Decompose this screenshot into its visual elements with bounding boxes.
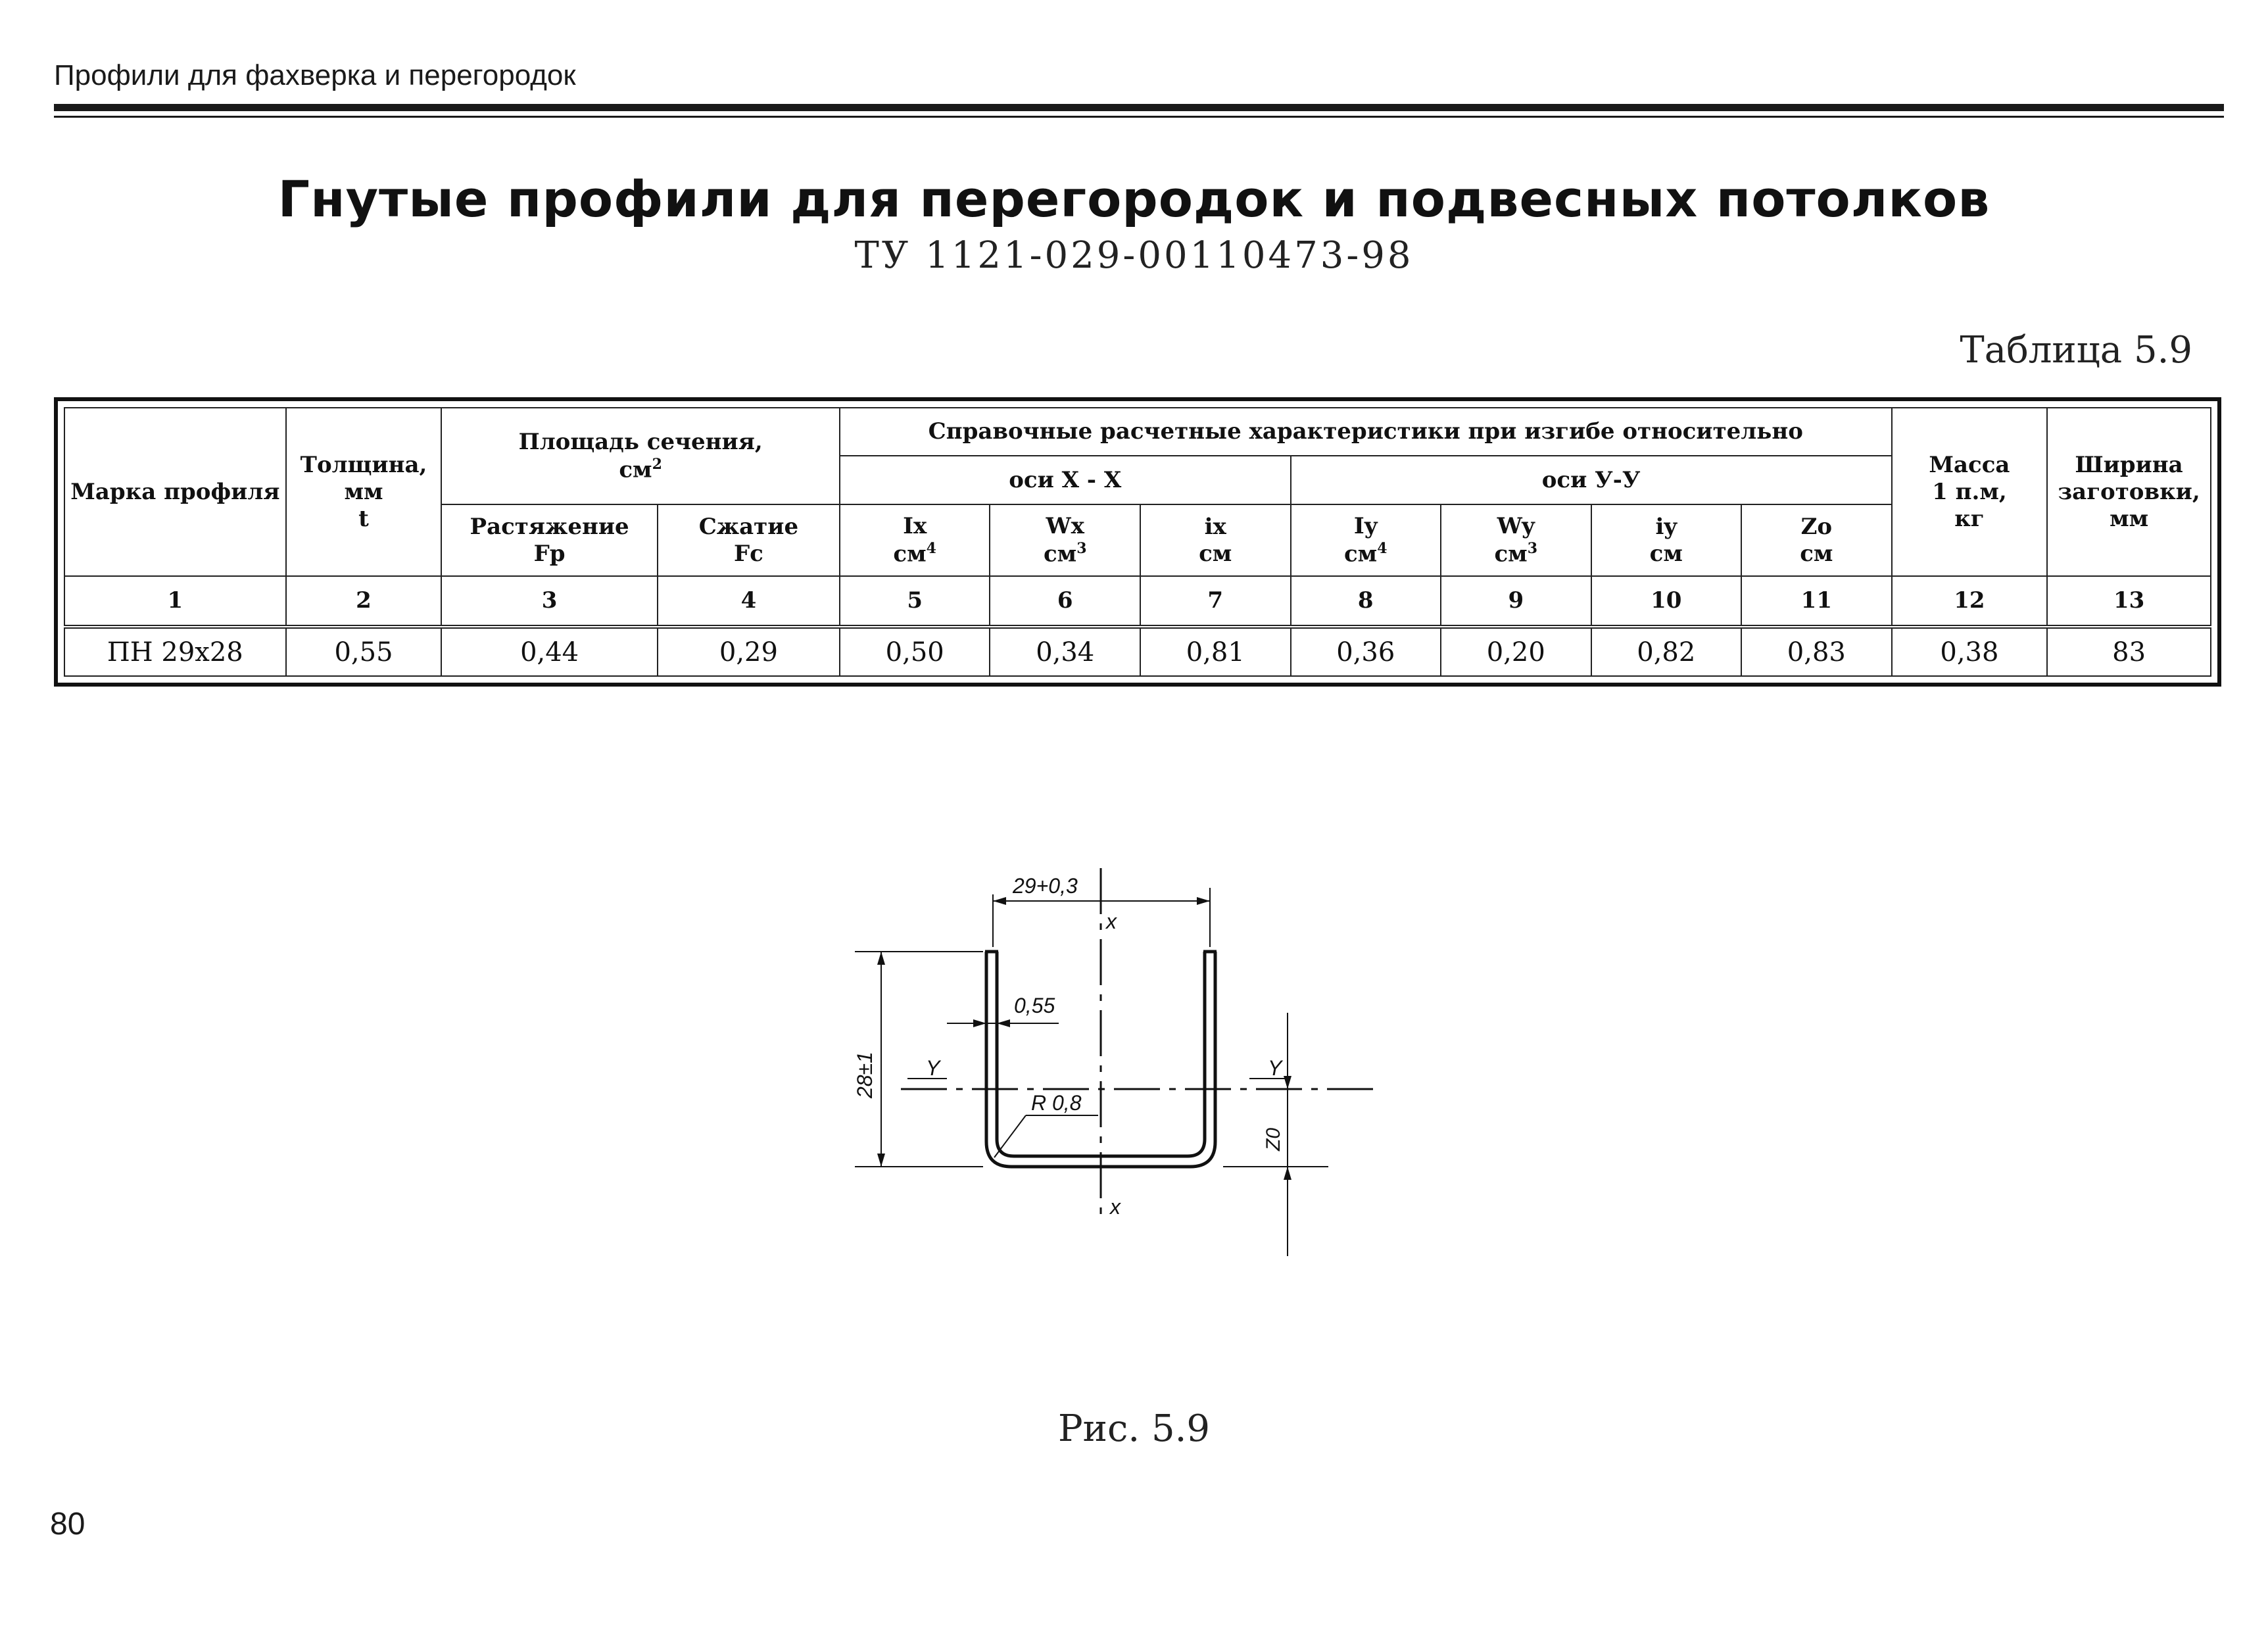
dim-width-label: 29+0,3 (1013, 874, 1078, 898)
header-ix-small-unit: см (1199, 540, 1232, 567)
column-number: 8 (1291, 576, 1441, 627)
column-number: 7 (1140, 576, 1291, 627)
column-number: 9 (1441, 576, 1591, 627)
dim-z0-label: Z0 (1263, 1127, 1284, 1151)
axis-x-label-top: x (1106, 910, 1117, 933)
header-iy-small-symbol: iy (1655, 514, 1677, 541)
dim-height-arrow-bottom (877, 1154, 885, 1167)
cell-mass: 0,38 (1892, 627, 2048, 676)
cell-zo: 0,83 (1741, 627, 1892, 676)
header-ix-big (840, 504, 990, 576)
header-ix-big-unit: см (893, 541, 927, 568)
spec-table-frame (54, 397, 2221, 687)
header-iy-big-exp: 4 (1377, 540, 1387, 558)
header-wy-symbol: Wy (1497, 513, 1535, 540)
header-wx (990, 504, 1140, 576)
header-wx-symbol: Wx (1046, 513, 1084, 540)
dim-height-label: 28±1 (853, 1052, 877, 1098)
axis-y-label-right: Y (1268, 1056, 1282, 1080)
figure-caption: Рис. 5.9 (1057, 1407, 1211, 1450)
cell-ix-small: 0,81 (1140, 627, 1291, 676)
page-title: Гнутые профили для перегородок и подвесных потолков (277, 170, 1991, 228)
spec-table (64, 407, 2211, 677)
column-number: 6 (990, 576, 1140, 627)
header-wy-unit: см (1494, 541, 1528, 568)
header-ix-small (1140, 504, 1291, 576)
header-thickness-label: Толщина, (300, 452, 427, 479)
header-tension (441, 504, 658, 576)
dim-radius-label: R 0,8 (1031, 1091, 1082, 1115)
header-zo-unit: см (1800, 540, 1833, 567)
cell-ix-big: 0,50 (840, 627, 990, 676)
dim-width-arrow-right (1197, 897, 1210, 905)
cell-wx: 0,34 (990, 627, 1140, 676)
axis-y-label-left: Y (926, 1056, 940, 1080)
header-wy (1441, 504, 1591, 576)
header-tension-symbol: Fp (533, 540, 566, 567)
header-iy-big-symbol: Iy (1353, 513, 1378, 540)
running-header: Профили для фахверка и перегородок (54, 59, 576, 91)
standard-code: ТУ 1121-029-00110473-98 (854, 234, 1414, 277)
header-tension-label: Растяжение (470, 514, 629, 541)
header-area (441, 408, 840, 504)
dim-thickness-arrow-right (997, 1019, 1010, 1027)
cell-width: 83 (2047, 627, 2211, 676)
cell-iy-big: 0,36 (1291, 627, 1441, 676)
column-number: 4 (658, 576, 840, 627)
header-rule-thick (54, 104, 2224, 111)
header-area-unit: см (619, 456, 652, 483)
header-zo-symbol: Zo (1800, 514, 1833, 541)
header-mark: Марка профиля (64, 408, 286, 576)
dim-thickness-label: 0,55 (1014, 994, 1055, 1017)
header-wx-exp: 3 (1076, 540, 1087, 558)
header-axis-y: оси У-У (1291, 456, 1892, 505)
profile-drawing (815, 855, 1407, 1282)
column-number: 3 (441, 576, 658, 627)
dim-radius-leader (994, 1115, 1026, 1157)
header-area-label: Площадь сечения, (518, 429, 763, 456)
header-iy-small (1591, 504, 1742, 576)
header-wx-unit: см (1043, 541, 1077, 568)
column-number: 13 (2047, 576, 2211, 627)
column-number: 2 (286, 576, 442, 627)
header-compression-label: Сжатие (698, 514, 799, 541)
header-wy-exp: 3 (1527, 540, 1538, 558)
header-thickness-symbol: t (358, 505, 369, 532)
dim-width-arrow-left (993, 897, 1006, 905)
column-number: 10 (1591, 576, 1742, 627)
cell-mark: ПН 29х28 (64, 627, 286, 676)
dim-height-arrow-top (877, 952, 885, 965)
axis-x-label-bottom: x (1110, 1195, 1121, 1219)
table-label: Таблица 5.9 (1960, 329, 2192, 372)
header-iy-big (1291, 504, 1441, 576)
header-thickness (286, 408, 442, 576)
header-bending: Справочные расчетные характеристики при изгибе относительно (840, 408, 1892, 456)
dim-thickness-arrow-left (973, 1019, 986, 1027)
column-number: 12 (1892, 576, 2048, 627)
header-mass (1892, 408, 2048, 576)
header-mass-label: Масса (1929, 452, 2010, 479)
header-rule-thin (54, 116, 2224, 118)
cell-iy-small: 0,82 (1591, 627, 1742, 676)
header-zo (1741, 504, 1892, 576)
header-ix-big-symbol: Ix (903, 513, 927, 540)
column-number: 5 (840, 576, 990, 627)
header-ix-big-exp: 4 (926, 540, 936, 558)
page-number: 80 (50, 1507, 85, 1542)
cell-thickness: 0,55 (286, 627, 442, 676)
header-iy-big-unit: см (1343, 541, 1378, 568)
table-row (64, 627, 2211, 676)
header-compression-symbol: Fc (734, 540, 763, 567)
header-axis-x: оси Х - Х (840, 456, 1291, 505)
header-width-unit: мм (2110, 505, 2149, 532)
column-number: 1 (64, 576, 286, 627)
column-number: 11 (1741, 576, 1892, 627)
cell-wy: 0,20 (1441, 627, 1591, 676)
dim-z0-arrow-bottom (1284, 1167, 1291, 1180)
header-width-label: Ширина (2075, 452, 2183, 479)
header-ix-small-symbol: ix (1204, 514, 1226, 541)
cell-compression: 0,29 (658, 627, 840, 676)
header-width (2047, 408, 2211, 576)
header-mass-sub: 1 п.м, (1932, 478, 2007, 505)
cell-tension: 0,44 (441, 627, 658, 676)
header-area-exp: 2 (652, 456, 662, 474)
header-mass-unit: кг (1954, 505, 1985, 532)
header-width-sub: заготовки, (2058, 478, 2200, 505)
dim-z0-arrow-top (1284, 1076, 1291, 1089)
header-iy-small-unit: см (1649, 540, 1683, 567)
header-thickness-unit: мм (344, 478, 383, 505)
header-compression (658, 504, 840, 576)
